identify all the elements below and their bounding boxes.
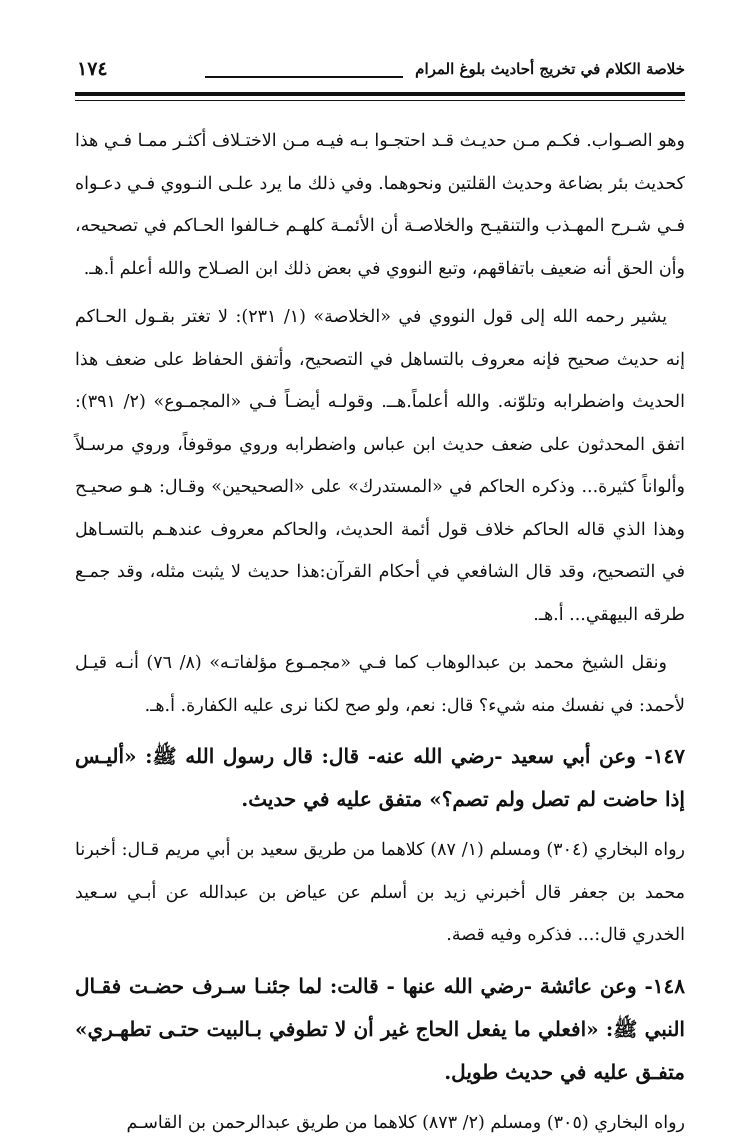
page-body — [75, 120, 685, 1144]
header-rule-thin — [75, 100, 685, 101]
header-divider-line — [205, 76, 403, 78]
book-title: خلاصة الكلام في تخريج أحاديث بلوغ المرام — [415, 60, 685, 78]
hadith-147: ١٤٧- وعن أبي سعيد -رضي الله عنه- قال: قال رسول الله ﷺ: «أليـس إذا حاضت لم تصل ولم تصم؟» متفق عليه في حديث. — [75, 735, 685, 821]
takhrij-148: رواه البخاري (٣٠٥) ومسلم (٢/ ٨٧٣) كلاهما من طريق عبدالرحمن بن القاسـم — [75, 1102, 685, 1144]
paragraph-sawab: وهو الصـواب. فكـم مـن حديـث قـد احتجـوا بـه فيـه مـن الاختـلاف أكثـر ممـا فـي هذا كحديث بئر بضاعة وحديث القلتين ونحوهما. وفي ذلك ما يرد علـى النـووي فـي دعـواه فـي شـرح المهـذب والتنقيـح والخلاصـة أن الأئمـة كلهـم خـالفوا الحـاكم في تصحيحه، وأن الحق أنه ضعيف باتفاقهم، وتبع النووي في بعض ذلك ابن الصـلاح والله أعلم أ.هـ. — [75, 120, 685, 290]
paragraph-nawawi-khulasa: يشير رحمه الله إلى قول النووي في «الخلاصة» (١/ ٢٣١): لا تغتر بقـول الحـاكم إنه حديث صحيح فإنه معروف بالتساهل في التصحيح، وأتفق الحفاظ على ضعف هذا الحديث واضطرابه وتلوّنه. والله أعلماً.هــ. وقولـه أيضـاً فـي «المجمـوع» (٢/ ٣٩١): اتفق المحدثون على ضعف حديث ابن عباس واضطرابه وروي موقوفاً، وروي مرسـلاً وألواناً كثيرة... وذكره الحاكم في «المستدرك» على «الصحيحين» وقـال: هـو صحيـح وهذا الذي قاله الحاكم خلاف قول أئمة الحديث، والحاكم معروف عندهـم بالتسـاهل في التصحيح، وقد قال الشافعي في أحكام القرآن:هذا حديث لا يثبت مثله، وقد جمـع طرقه البيهقي... أ.هـ. — [75, 296, 685, 636]
page-number: ١٧٤ — [77, 58, 108, 80]
running-header — [75, 58, 685, 88]
takhrij-147: رواه البخاري (٣٠٤) ومسلم (١/ ٨٧) كلاهما من طريق سعيد بن أبي مريم قـال: أخبرنا محمد بن جعفر قال أخبرني زيد بن أسلم عن عياض بن عبدالله عن أبـي سـعيد الخدري قال:... فذكره وفيه قصة. — [75, 829, 685, 957]
paragraph-ibn-abdulwahhab: ونقل الشيخ محمد بن عبدالوهاب كما فـي «مجمـوع مؤلفاتـه» (٨/ ٧٦) أنـه قيـل لأحمد: في نفسك منه شيء؟ قال: نعم، ولو صح لكنا نرى عليه الكفارة. أ.هـ. — [75, 642, 685, 727]
header-rule-thick — [75, 92, 685, 96]
hadith-148: ١٤٨- وعن عائشة -رضي الله عنها - قالت: لما جئنـا سـرف حضـت فقـال النبي ﷺ: «افعلي ما يفعل الحاج غير أن لا تطوفي بـالبيت حتـى تطهـري» متفـق عليه في حديث طويل. — [75, 965, 685, 1094]
